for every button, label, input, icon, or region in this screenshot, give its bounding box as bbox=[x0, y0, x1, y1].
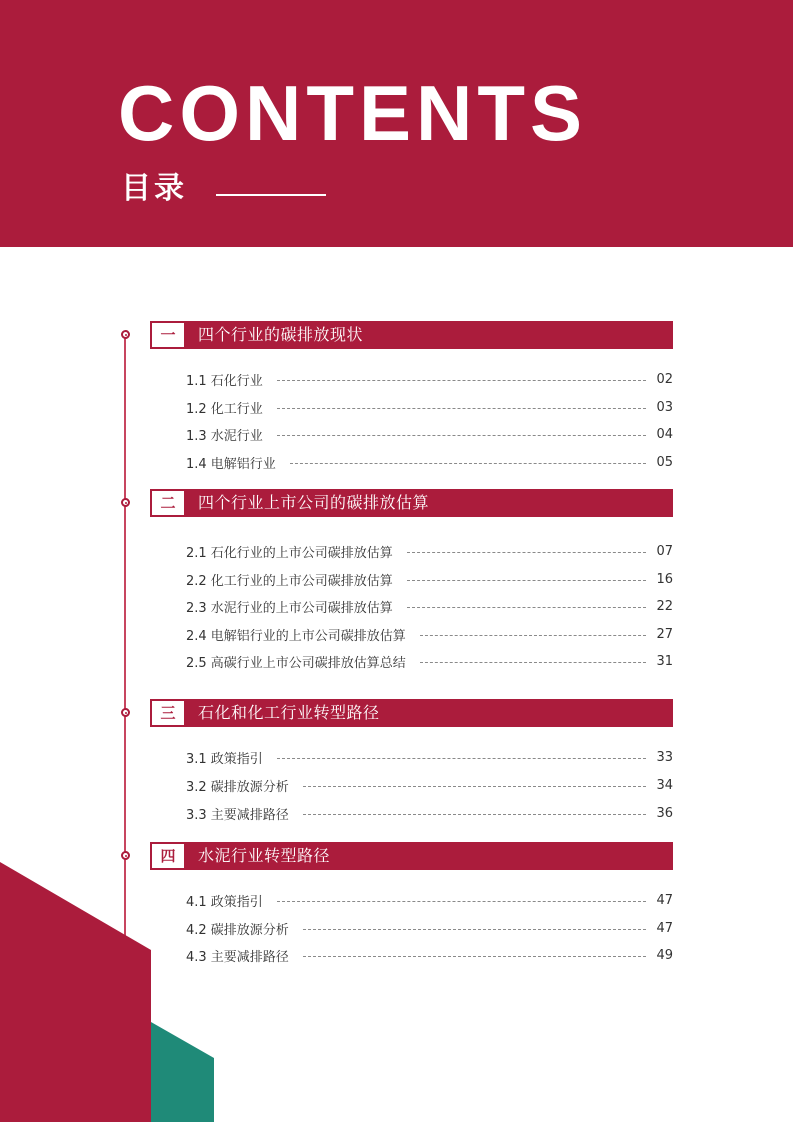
entry-label: 4.1 政策指引 bbox=[186, 894, 263, 910]
entry-label: 1.4 电解铝行业 bbox=[186, 456, 276, 472]
section-number: 二 bbox=[152, 491, 184, 515]
dot-leader bbox=[420, 635, 647, 636]
title-english: CONTENTS bbox=[118, 69, 587, 157]
entry-page: 27 bbox=[656, 626, 673, 642]
entry-page: 02 bbox=[656, 371, 673, 387]
toc-entry[interactable] bbox=[186, 397, 673, 417]
entry-page: 34 bbox=[656, 777, 673, 793]
toc-entry[interactable] bbox=[186, 890, 673, 910]
toc-entry[interactable] bbox=[186, 918, 673, 938]
dot-leader bbox=[277, 380, 647, 381]
timeline-dot bbox=[121, 498, 130, 507]
section-title: 水泥行业转型路径 bbox=[198, 846, 331, 865]
dot-leader bbox=[407, 552, 647, 553]
entry-label: 3.3 主要减排路径 bbox=[186, 807, 289, 823]
toc-entry[interactable] bbox=[186, 596, 673, 616]
toc-entry[interactable] bbox=[186, 945, 673, 965]
entry-page: 31 bbox=[656, 653, 673, 669]
entry-label: 2.3 水泥行业的上市公司碳排放估算 bbox=[186, 600, 393, 616]
section-header[interactable] bbox=[150, 489, 673, 517]
entry-label: 1.2 化工行业 bbox=[186, 401, 263, 417]
section-number: 三 bbox=[152, 701, 184, 725]
entry-label: 4.2 碳排放源分析 bbox=[186, 922, 289, 938]
toc-entry[interactable] bbox=[186, 569, 673, 589]
entry-page: 04 bbox=[656, 426, 673, 442]
dot-leader bbox=[303, 956, 647, 957]
dot-leader bbox=[277, 408, 647, 409]
entry-label: 2.1 石化行业的上市公司碳排放估算 bbox=[186, 545, 393, 561]
entry-page: 49 bbox=[656, 947, 673, 963]
dot-leader bbox=[303, 929, 647, 930]
entry-page: 33 bbox=[656, 749, 673, 765]
dot-leader bbox=[407, 607, 647, 608]
dot-leader bbox=[303, 786, 647, 787]
section-header[interactable] bbox=[150, 321, 673, 349]
section-number: 一 bbox=[152, 323, 184, 347]
toc-entry[interactable] bbox=[186, 747, 673, 767]
entry-page: 16 bbox=[656, 571, 673, 587]
entry-page: 03 bbox=[656, 399, 673, 415]
dot-leader bbox=[303, 814, 647, 815]
toc-entry[interactable] bbox=[186, 651, 673, 671]
timeline-dot bbox=[121, 330, 130, 339]
timeline-dot bbox=[121, 708, 130, 717]
section-header[interactable] bbox=[150, 699, 673, 727]
entry-label: 2.2 化工行业的上市公司碳排放估算 bbox=[186, 573, 393, 589]
dot-leader bbox=[277, 435, 647, 436]
entry-label: 1.3 水泥行业 bbox=[186, 428, 263, 444]
red-shape bbox=[0, 862, 151, 1122]
section-header[interactable] bbox=[150, 842, 673, 870]
dot-leader bbox=[420, 662, 647, 663]
section-title: 四个行业上市公司的碳排放估算 bbox=[198, 493, 430, 512]
title-underline bbox=[216, 194, 326, 196]
timeline-dot bbox=[121, 851, 130, 860]
toc-entry[interactable] bbox=[186, 624, 673, 644]
toc-entry[interactable] bbox=[186, 803, 673, 823]
entry-label: 3.1 政策指引 bbox=[186, 751, 263, 767]
toc-entry[interactable] bbox=[186, 541, 673, 561]
entry-label: 1.1 石化行业 bbox=[186, 373, 263, 389]
header-banner bbox=[0, 0, 793, 247]
section-number: 四 bbox=[152, 844, 184, 868]
section-title: 石化和化工行业转型路径 bbox=[198, 703, 380, 722]
section-title: 四个行业的碳排放现状 bbox=[198, 325, 364, 344]
dot-leader bbox=[290, 463, 647, 464]
green-shape bbox=[151, 1022, 214, 1122]
toc-entry[interactable] bbox=[186, 775, 673, 795]
entry-page: 22 bbox=[656, 598, 673, 614]
title-chinese: 目录 bbox=[121, 171, 187, 206]
entry-page: 47 bbox=[656, 920, 673, 936]
entry-page: 05 bbox=[656, 454, 673, 470]
dot-leader bbox=[277, 901, 647, 902]
entry-label: 4.3 主要减排路径 bbox=[186, 949, 289, 965]
toc-entry[interactable] bbox=[186, 424, 673, 444]
dot-leader bbox=[407, 580, 647, 581]
entry-page: 47 bbox=[656, 892, 673, 908]
entry-label: 3.2 碳排放源分析 bbox=[186, 779, 289, 795]
entry-page: 36 bbox=[656, 805, 673, 821]
entry-label: 2.5 高碳行业上市公司碳排放估算总结 bbox=[186, 655, 406, 671]
entry-page: 07 bbox=[656, 543, 673, 559]
dot-leader bbox=[277, 758, 647, 759]
entry-label: 2.4 电解铝行业的上市公司碳排放估算 bbox=[186, 628, 406, 644]
toc-entry[interactable] bbox=[186, 369, 673, 389]
toc-entry[interactable] bbox=[186, 452, 673, 472]
